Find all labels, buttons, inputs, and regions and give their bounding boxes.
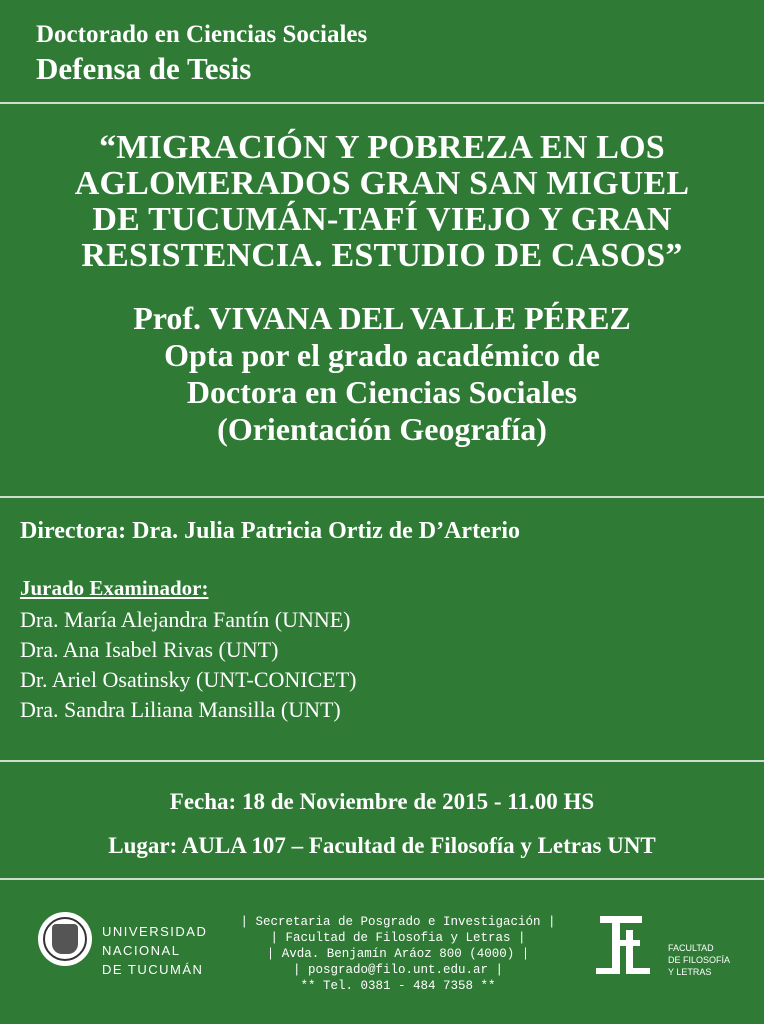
directora: Directora: Dra. Julia Patricia Ortiz de D’Arterio bbox=[20, 518, 521, 544]
header bbox=[36, 20, 367, 88]
faculty-logo-icon bbox=[590, 910, 654, 980]
divider-middle bbox=[0, 496, 764, 498]
event-place: Lugar: AULA 107 – Facultad de Filosofía y Letras UNT bbox=[108, 833, 656, 858]
contact-line: | Avda. Benjamín Aráoz 800 (4000) | bbox=[266, 947, 530, 961]
degree-line: (Orientación Geografía) bbox=[217, 411, 547, 447]
unt-name-line: DE TUCUMÁN bbox=[102, 962, 204, 977]
divider-event bbox=[0, 760, 764, 762]
degree-line: Doctora en Ciencias Sociales bbox=[186, 374, 578, 410]
faculty-name-line: DE FILOSOFÍA bbox=[668, 955, 731, 965]
contact-line: | Facultad de Filosofia y Letras | bbox=[270, 931, 526, 945]
divider-top bbox=[0, 102, 764, 104]
unt-name bbox=[102, 922, 207, 979]
contact-email: | posgrado@filo.unt.edu.ar | bbox=[292, 963, 504, 977]
thesis-title-line: “MIGRACIÓN Y POBREZA EN LOS bbox=[99, 129, 665, 166]
program-title: Doctorado en Ciencias Sociales bbox=[36, 21, 368, 48]
unt-seal-icon bbox=[38, 912, 92, 966]
jurado-block bbox=[20, 575, 357, 725]
event-block bbox=[0, 788, 764, 860]
thesis-author: Prof. VIVANA DEL VALLE PÉREZ bbox=[133, 300, 631, 336]
jurado-member: Dra. María Alejandra Fantín (UNNE) bbox=[20, 607, 351, 632]
jurado-list bbox=[20, 605, 357, 725]
jurado-member: Dra. Sandra Liliana Mansilla (UNT) bbox=[20, 697, 341, 722]
thesis-title-line: DE TUCUMÁN-TAFÍ VIEJO Y GRAN bbox=[92, 201, 672, 238]
jurado-member: Dr. Ariel Osatinsky (UNT-CONICET) bbox=[20, 667, 357, 692]
jurado-member: Dra. Ana Isabel Rivas (UNT) bbox=[20, 637, 279, 662]
footer bbox=[0, 880, 764, 1024]
faculty-name bbox=[668, 942, 730, 978]
contact-info bbox=[226, 914, 570, 994]
event-type-title: Defensa de Tesis bbox=[36, 51, 252, 86]
degree-line: Opta por el grado académico de bbox=[164, 337, 600, 373]
contact-phone: ** Tel. 0381 - 484 7358 ** bbox=[300, 979, 496, 993]
event-date: Fecha: 18 de Noviembre de 2015 - 11.00 HS bbox=[169, 789, 595, 814]
thesis-title-line: RESISTENCIA. ESTUDIO DE CASOS” bbox=[81, 237, 683, 274]
thesis-block bbox=[0, 130, 764, 448]
jurado-title: Jurado Examinador: bbox=[20, 576, 209, 600]
unt-name-line: NACIONAL bbox=[102, 943, 181, 958]
contact-line: | Secretaria de Posgrado e Investigación | bbox=[240, 915, 556, 929]
unt-name-line: UNIVERSIDAD bbox=[102, 924, 208, 939]
faculty-name-line: FACULTAD bbox=[668, 943, 714, 953]
thesis-title-line: AGLOMERADOS GRAN SAN MIGUEL bbox=[74, 165, 690, 202]
faculty-name-line: Y LETRAS bbox=[668, 967, 712, 977]
